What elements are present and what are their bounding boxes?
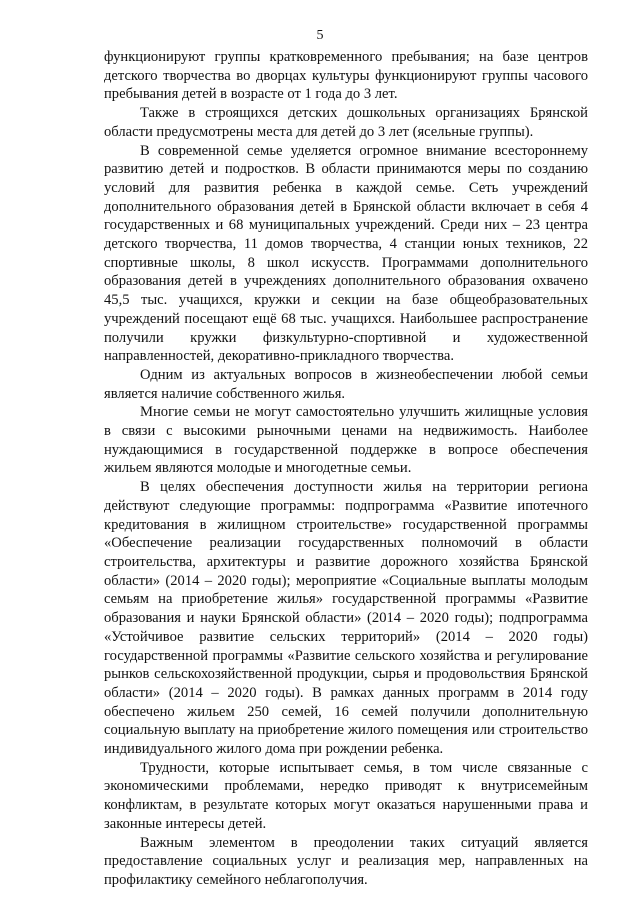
paragraph-1: функционируют группы кратковременного пребывания; на базе центров детского творчества во дворцах культуры функционируют группы часового пребывания детей в возрасте от 1 года до 3 лет.: [104, 49, 588, 103]
paragraph-8: Важным элементом в преодолении таких ситуаций является предоставление социальных услуг и реализация мер, направленных на профилактику семейного неблагополучия.: [104, 834, 588, 888]
paragraph-4: Одним из актуальных вопросов в жизнеобеспечении любой семьи является наличие собственного жилья.: [104, 366, 588, 402]
document-body: [104, 48, 588, 890]
paragraph-2: Также в строящихся детских дошкольных организациях Брянской области предусмотрены места для детей до 3 лет (ясельные группы).: [104, 105, 588, 140]
page-number: 5: [316, 28, 324, 43]
paragraph-6: В целях обеспечения доступности жилья на территории региона действуют следующие программы: подпрограмма «Развитие ипотечного кредитования в жилищном строительстве» государственной программы «Обеспечение реализации государственных полномочий в области строительства, архитектуры и развитие дорожного хозяйства Брянской области» (2014 – 2020 годы); мероприятие «Социальные выплаты молодым семьям на приобретение жилья» государственной программы «Развитие образования и науки Брянской области» (2014 – 2020 годы); подпрограмма «Устойчивое развитие сельских территорий» (2014 – 2020 годы) государственной программы «Развитие сельского хозяйства и регулирование рынков сельскохозяйственной продукции, сырья и продовольствия Брянской области» (2014 – 2020 годы). В рамках данных программ в 2014 году обеспечено жильем 250 семей, 16 семей получили дополнительную социальную выплату на приобретение жилого помещения или строительство индивидуального жилого дома при рождении ребенка.: [104, 479, 588, 758]
paragraph-5: Многие семьи не могут самостоятельно улучшить жилищные условия в связи с высокими рыночными ценами на недвижимость. Наиболее нуждающимися в государственной поддержке в вопросе обеспечения жильем являются молодые и многодетные семьи.: [104, 404, 588, 477]
paragraph-7: Трудности, которые испытывает семья, в том числе связанные с экономическими проблемами, нередко приводят к внутрисемейным конфликтам, в результате которых могут оказаться нарушенными права и законные интересы детей.: [104, 759, 588, 832]
paragraph-3: В современной семье уделяется огромное внимание всестороннему развитию детей и подростков. В области принимаются меры по созданию условий для развития ребенка в каждой семье. Сеть учреждений дополнительного образования детей в Брянской области включает в себя 4 государственных и 68 муниципальных учреждений. Среди них – 23 центра детского творчества, 11 домов творчества, 4 станции юных техников, 22 спортивные школы, 8 школ искусств. Программами дополнительного образования детей в учреждениях дополнительного образования охвачено 45,5 тыс. учащихся, кружки и секции на базе общеобразовательных учреждений посещают ещё 68 тыс. учащихся. Наибольшее распространение получили кружки физкультурно-спортивной и художественной направленностей, декоративно-прикладного творчества.: [104, 142, 588, 365]
